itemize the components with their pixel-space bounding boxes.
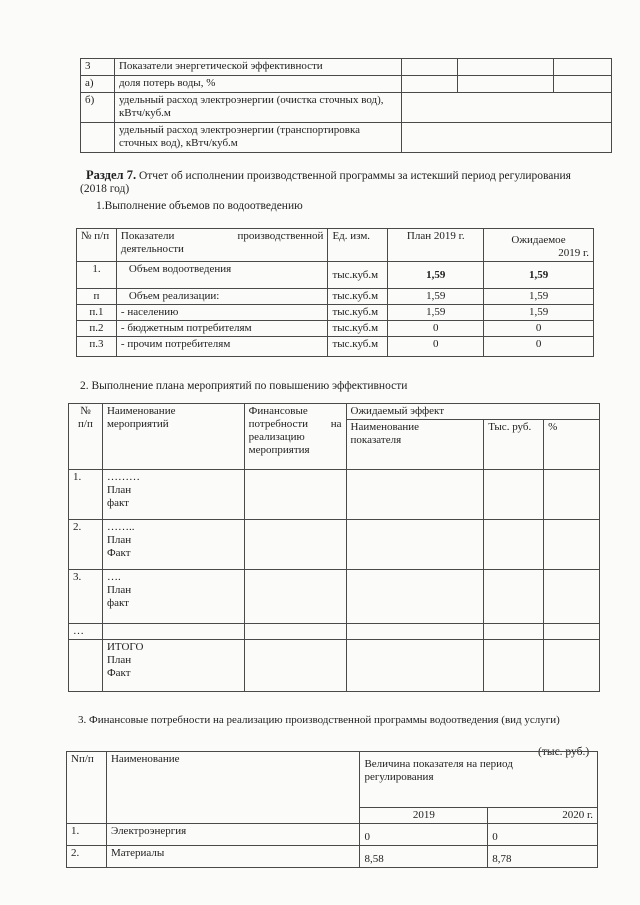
- table-row: [77, 321, 594, 337]
- table-row: [69, 570, 600, 624]
- empty-cell: [484, 570, 544, 624]
- empty-cell: [402, 93, 612, 123]
- col-header-name: Наименование мероприятий: [102, 404, 244, 470]
- row-number: п.1: [77, 305, 117, 321]
- table-row: [81, 93, 612, 123]
- col-header-percent: %: [544, 420, 600, 470]
- row-number: п.3: [77, 337, 117, 357]
- col-header-plan: План 2019 г.: [388, 229, 484, 262]
- section-heading: [86, 168, 606, 183]
- empty-cell: [544, 624, 600, 640]
- unit: тыс.куб.м: [328, 305, 388, 321]
- empty-cell: [244, 640, 346, 692]
- unit: тыс.куб.м: [328, 321, 388, 337]
- unit: тыс.куб.м: [328, 289, 388, 305]
- row-number: б): [81, 93, 115, 123]
- total-label: ИТОГО План Факт: [102, 640, 244, 692]
- value-2020: 8,78: [488, 846, 598, 868]
- col-header-year-2020: 2020 г.: [488, 808, 598, 824]
- empty-cell: [544, 640, 600, 692]
- table-row: [77, 305, 594, 321]
- unit: тыс.куб.м: [328, 262, 388, 289]
- value-2019: 8,58: [360, 846, 488, 868]
- finance-heading: 3. Финансовые потребности на реализацию производственной программы водоотведения (вид услуги): [78, 714, 560, 726]
- table-row: [69, 624, 600, 640]
- empty-cell: [346, 520, 484, 570]
- indicator-name: Объем водоотведения: [116, 262, 328, 289]
- table-row: [69, 470, 600, 520]
- section-title: Отчет об исполнении производственной программы за истекший период регулирования: [138, 170, 571, 182]
- table-header-row: [77, 229, 594, 262]
- row-number: 1.: [77, 262, 117, 289]
- col-header-num: Nп/п: [67, 752, 107, 824]
- row-number: …: [69, 624, 103, 640]
- empty-cell: [346, 640, 484, 692]
- row-number: а): [81, 76, 115, 93]
- empty-cell: [544, 570, 600, 624]
- col-header-year-2019: 2019: [360, 808, 488, 824]
- empty-cell: [458, 59, 554, 76]
- table-header-row: [69, 404, 600, 420]
- empty-cell: [484, 520, 544, 570]
- col-header-value: Величина показателя на период регулирования: [360, 752, 598, 808]
- indicator-name: - прочим потребителям: [116, 337, 328, 357]
- row-number: 2.: [69, 520, 103, 570]
- unit: тыс.куб.м: [328, 337, 388, 357]
- table-row: [69, 520, 600, 570]
- col-header-rub: Тыс. руб.: [484, 420, 544, 470]
- expected-value: 1,59: [484, 262, 594, 289]
- row-number: п: [77, 289, 117, 305]
- col-header-num: № п/п: [77, 229, 117, 262]
- table-row: [81, 123, 612, 153]
- section-label: Раздел 7.: [86, 168, 137, 182]
- table-row-total: [69, 640, 600, 692]
- item-name: Материалы: [106, 846, 360, 868]
- row-number: 1.: [69, 470, 103, 520]
- empty-cell: [244, 470, 346, 520]
- empty-cell: [402, 76, 458, 93]
- col-header-expected: Ожидаемое 2019 г.: [484, 229, 594, 262]
- table-row: [67, 824, 598, 846]
- empty-cell: [346, 570, 484, 624]
- efficiency-heading: 2. Выполнение плана мероприятий по повышению эффективности: [80, 380, 408, 392]
- empty-cell: [402, 123, 612, 153]
- table-row: [67, 846, 598, 868]
- plan-value: 1,59: [388, 289, 484, 305]
- value-2019: 0: [360, 824, 488, 846]
- indicator-name: - бюджетным потребителям: [116, 321, 328, 337]
- empty-cell: [484, 640, 544, 692]
- empty-cell: [69, 640, 103, 692]
- row-number: [81, 123, 115, 153]
- expected-value: 1,59: [484, 305, 594, 321]
- row-number: 2.: [67, 846, 107, 868]
- row-number: п.2: [77, 321, 117, 337]
- col-header-financial: Финансовые потребности на реализацию мероприятия: [244, 404, 346, 470]
- value-2020: 0: [488, 824, 598, 846]
- empty-cell: [484, 470, 544, 520]
- indicator-name: Показатели энергетической эффективности: [114, 59, 402, 76]
- table-row: [77, 289, 594, 305]
- expected-value: 0: [484, 337, 594, 357]
- col-header-indicator: Наименование показателя: [346, 420, 484, 470]
- row-number: 1.: [67, 824, 107, 846]
- table-row: [81, 59, 612, 76]
- empty-cell: [244, 624, 346, 640]
- col-header-name: Наименование: [106, 752, 360, 824]
- empty-cell: [458, 76, 554, 93]
- table-row: [77, 262, 594, 289]
- empty-cell: [102, 624, 244, 640]
- volume-table: [76, 228, 594, 357]
- empty-cell: [544, 520, 600, 570]
- empty-cell: [346, 470, 484, 520]
- plan-value: 1,59: [388, 262, 484, 289]
- col-header-unit: Ед. изм.: [328, 229, 388, 262]
- empty-cell: [402, 59, 458, 76]
- col-header-expected-effect: Ожидаемый эффект: [346, 404, 599, 420]
- empty-cell: [244, 520, 346, 570]
- plan-value: 0: [388, 337, 484, 357]
- empty-cell: [244, 570, 346, 624]
- expected-value: 1,59: [484, 289, 594, 305]
- col-header-num: № п/п: [69, 404, 103, 470]
- table-row: [81, 76, 612, 93]
- empty-cell: [346, 624, 484, 640]
- empty-cell: [484, 624, 544, 640]
- table-row: [77, 337, 594, 357]
- indicator-name: удельный расход электроэнергии (очистка сточных вод), кВтч/куб.м: [114, 93, 402, 123]
- measure-name: ……… План факт: [102, 470, 244, 520]
- expected-value: 0: [484, 321, 594, 337]
- row-number: 3: [81, 59, 115, 76]
- indicator-name: Объем реализации:: [116, 289, 328, 305]
- empty-cell: [544, 470, 600, 520]
- indicator-name: - населению: [116, 305, 328, 321]
- item-name: Электроэнергия: [106, 824, 360, 846]
- subsection-heading: 1.Выполнение объемов по водоотведению: [96, 200, 303, 212]
- efficiency-table: [68, 403, 600, 692]
- energy-efficiency-table: [80, 58, 612, 153]
- plan-value: 0: [388, 321, 484, 337]
- col-header-indicator: Показатели производственной деятельности: [116, 229, 328, 262]
- empty-cell: [554, 59, 612, 76]
- measure-name: …. План факт: [102, 570, 244, 624]
- empty-cell: [554, 76, 612, 93]
- table-header-row: [67, 752, 598, 808]
- plan-value: 1,59: [388, 305, 484, 321]
- indicator-name: удельный расход электроэнергии (транспортировка сточных вод), кВтч/куб.м: [114, 123, 402, 153]
- section-year: (2018 год): [80, 183, 130, 195]
- indicator-name: доля потерь воды, %: [114, 76, 402, 93]
- finance-table: [66, 751, 598, 868]
- measure-name: …….. План Факт: [102, 520, 244, 570]
- row-number: 3.: [69, 570, 103, 624]
- units-note: (тыс. руб.): [538, 746, 590, 758]
